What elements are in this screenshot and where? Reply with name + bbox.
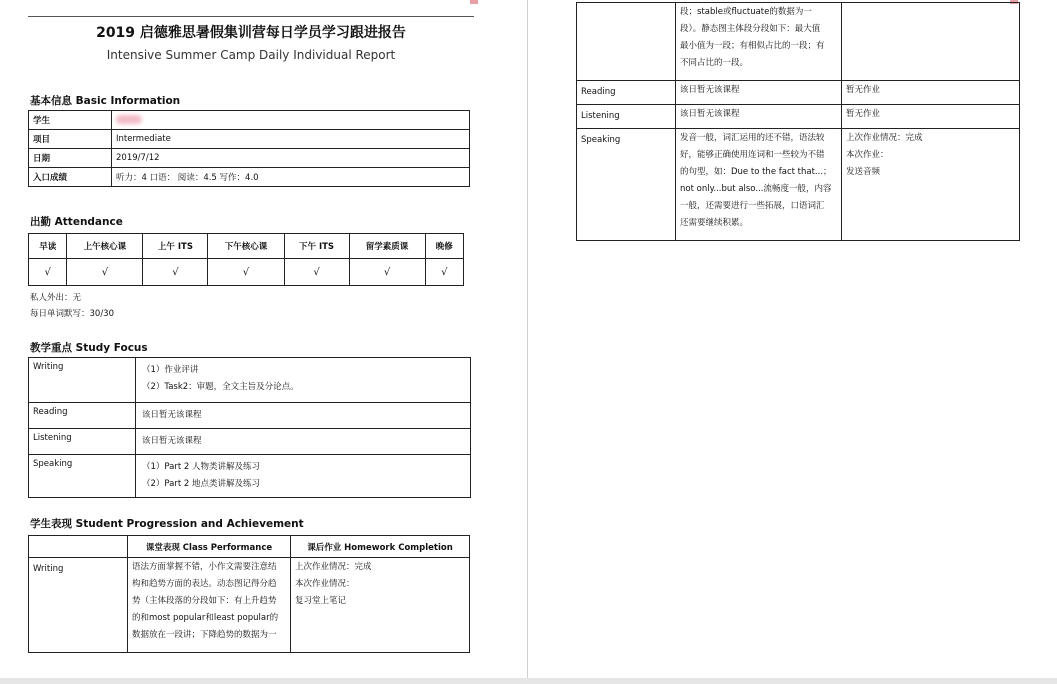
table-row xyxy=(577,3,1020,81)
speaking-performance xyxy=(676,129,842,241)
table-row xyxy=(577,81,1020,105)
progress-subject: Speaking xyxy=(577,129,676,241)
att-col-2: 上午 ITS xyxy=(143,234,208,259)
reading-performance: 该日暂无该课程 xyxy=(676,81,842,105)
att-col-4: 下午 ITS xyxy=(284,234,349,259)
listening-homework: 暂无作业 xyxy=(842,105,1020,129)
perf-line: 段）。静态图主体段分段如下：最大值 xyxy=(680,24,821,34)
focus-line: （1）作业评讲 xyxy=(142,365,199,375)
entry-score-value: 听力：4 口语： 阅读：4.5 写作：4.0 xyxy=(112,168,470,187)
word-dictation-note: 每日单词默写：30/30 xyxy=(30,309,114,319)
red-mark xyxy=(470,0,478,4)
basic-info-heading: 基本信息 Basic Information xyxy=(30,95,181,107)
date-label: 日期 xyxy=(29,149,112,168)
table-row xyxy=(29,558,470,653)
att-col-5: 留学素质课 xyxy=(349,234,425,259)
class-performance-header: 课堂表现 Class Performance xyxy=(128,536,291,558)
perf-line: not only...but also...流畅度一般，内容 xyxy=(680,184,832,194)
att-mark: √ xyxy=(349,259,425,286)
speaking-homework xyxy=(842,129,1020,241)
focus-line: （2）Part 2 地点类讲解及练习 xyxy=(142,479,261,489)
perf-line: 构和趋势方面的表达。动态图记得分趋 xyxy=(132,579,277,589)
table-row xyxy=(29,403,471,429)
focus-subject: Listening xyxy=(29,429,136,455)
attendance-heading: 出勤 Attendance xyxy=(30,216,123,228)
att-mark: √ xyxy=(425,259,463,286)
study-focus-heading: 教学重点 Study Focus xyxy=(30,342,148,354)
focus-line: 该日暂无该课程 xyxy=(136,403,471,429)
private-leave-note: 私人外出：无 xyxy=(30,293,82,303)
hw-line: 本次作业情况： xyxy=(295,579,355,589)
perf-line: 最小值为一段；有相似占比的一段；有 xyxy=(680,41,825,51)
hw-line: 上次作业情况：完成 xyxy=(295,562,372,572)
table-row xyxy=(29,111,470,130)
redacted-name xyxy=(116,115,142,124)
table-row xyxy=(29,168,470,187)
progress-subject: Reading xyxy=(577,81,676,105)
writing-performance-cont xyxy=(676,3,842,81)
perf-line: 段；stable或fluctuate的数据为一 xyxy=(680,7,812,17)
focus-content xyxy=(136,358,471,403)
table-row xyxy=(29,429,471,455)
report-title-cn: 2019 启德雅思暑假集训营每日学员学习跟进报告 xyxy=(96,25,406,41)
hw-line: 复习堂上笔记 xyxy=(295,596,347,606)
table-row xyxy=(29,149,470,168)
page-divider xyxy=(527,0,528,684)
progress-header-row xyxy=(29,536,470,558)
att-col-0: 早读 xyxy=(29,234,67,259)
progress-table-page2 xyxy=(576,2,1020,241)
table-row xyxy=(29,455,471,498)
progress-table-page1 xyxy=(28,535,470,653)
att-mark: √ xyxy=(67,259,143,286)
study-focus-table xyxy=(28,357,471,498)
focus-line: （2）Task2：审题，全文主旨及分论点。 xyxy=(142,382,299,392)
progress-subject: Listening xyxy=(577,105,676,129)
table-row xyxy=(577,129,1020,241)
att-mark: √ xyxy=(284,259,349,286)
entry-score-label: 入口成绩 xyxy=(29,168,112,187)
hw-line: 发送音频 xyxy=(846,167,881,177)
focus-line: 该日暂无该课程 xyxy=(136,429,471,455)
focus-line: （1）Part 2 人物类讲解及练习 xyxy=(142,462,261,472)
reading-homework: 暂无作业 xyxy=(842,81,1020,105)
writing-homework xyxy=(291,558,470,653)
att-col-1: 上午核心课 xyxy=(67,234,143,259)
att-col-3: 下午核心课 xyxy=(208,234,284,259)
focus-subject: Writing xyxy=(29,358,136,403)
student-value xyxy=(112,111,470,130)
table-row xyxy=(577,105,1020,129)
focus-content xyxy=(136,455,471,498)
perf-line: 数据放在一段讲；下降趋势的数据为一 xyxy=(132,630,277,640)
hw-line: 上次作业情况：完成 xyxy=(846,133,923,143)
report-title-en: Intensive Summer Camp Daily Individual Report xyxy=(106,48,396,62)
table-row xyxy=(29,130,470,149)
att-mark: √ xyxy=(208,259,284,286)
focus-subject: Reading xyxy=(29,403,136,429)
progress-subject: Writing xyxy=(29,558,128,653)
attendance-table xyxy=(28,233,464,286)
table-row xyxy=(29,358,471,403)
bottom-scroll-strip xyxy=(0,678,1057,684)
hw-line: 本次作业： xyxy=(846,150,889,160)
writing-performance xyxy=(128,558,291,653)
student-label: 学生 xyxy=(29,111,112,130)
att-mark: √ xyxy=(29,259,67,286)
progress-heading: 学生表现 Student Progression and Achievement xyxy=(30,518,304,530)
homework-header: 课后作业 Homework Completion xyxy=(291,536,470,558)
empty-subject-cell xyxy=(577,3,676,81)
focus-subject: Speaking xyxy=(29,455,136,498)
perf-line: 发音一般，词汇运用的还不错，语法较 xyxy=(680,133,825,143)
empty-header-cell xyxy=(29,536,128,558)
perf-line: 语法方面掌握不错，小作文需要注意结 xyxy=(132,562,277,572)
att-col-6: 晚修 xyxy=(425,234,463,259)
perf-line: 一般，还需要进行一些拓展，口语词汇 xyxy=(680,201,825,211)
empty-homework-cell xyxy=(842,3,1020,81)
perf-line: 不同占比的一段。 xyxy=(680,58,749,68)
att-mark: √ xyxy=(143,259,208,286)
attendance-mark-row xyxy=(29,259,464,286)
date-value: 2019/7/12 xyxy=(112,149,470,168)
header-rule xyxy=(28,16,474,17)
program-label: 项目 xyxy=(29,130,112,149)
perf-line: 的句型，如：Due to the fact that...； xyxy=(680,167,832,177)
perf-line: 的和most popular和least popular的 xyxy=(132,613,279,623)
attendance-header-row xyxy=(29,234,464,259)
program-value: Intermediate xyxy=(112,130,470,149)
basic-info-table xyxy=(28,110,470,187)
perf-line: 势（主体段落的分段如下：有上升趋势 xyxy=(132,596,277,606)
listening-performance: 该日暂无该课程 xyxy=(676,105,842,129)
perf-line: 还需要继续积累。 xyxy=(680,218,749,228)
perf-line: 好，能够正确使用连词和一些较为不错 xyxy=(680,150,825,160)
